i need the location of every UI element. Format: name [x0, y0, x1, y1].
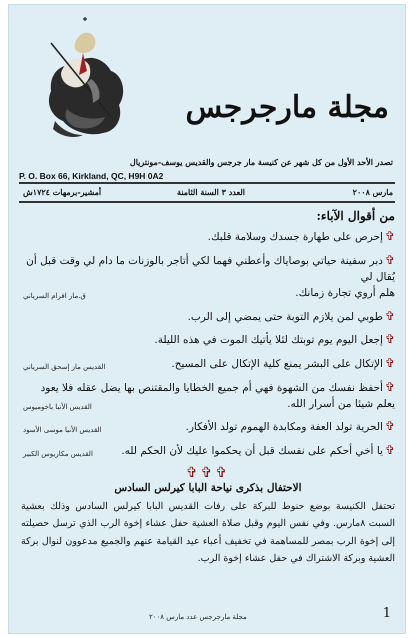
cross-icon: ✞	[384, 419, 395, 434]
saying-text: أحفظ نفسك من الشهوة فهي أم جميع الخطايا والمقتنص بها يضل عقله فلا يعود	[40, 381, 383, 394]
saying-item	[21, 307, 395, 326]
issue-bar	[19, 185, 395, 199]
saying-item	[21, 330, 395, 349]
saying-item	[21, 378, 395, 413]
saying-text: إحرص على طهارة جسدك وسلامة قلبك.	[207, 231, 383, 243]
masthead-subtitle: تصدر الأحد الأول من كل شهر عن كنيسة مار جرجس والقديس يوسف-مونتريال	[129, 157, 393, 167]
footer-text: مجلة مارجرجس عدد مارس ۲۰۰۸	[149, 613, 247, 621]
saying-item	[21, 417, 395, 436]
saying-text: الحرية تولد العفة ومكابدة الهموم تولد الأفكار.	[185, 421, 383, 434]
postal-address: P. O. Box 66, Kirkland, QC, H9H 0A2	[19, 171, 164, 181]
saying-text: إجعل اليوم يوم توبتك لئلا يأتيك الموت في هذه الليلة.	[154, 334, 383, 347]
magazine-title: مجلة مارجرجس	[185, 90, 389, 125]
saying-attribution: القديس مار إسحق السرياني	[23, 362, 106, 371]
sayings-list	[21, 227, 395, 460]
saying-continuation: هلم أروي تجارة زمانك.	[295, 287, 395, 300]
issue-date: مارس ۲۰۰۸	[352, 187, 393, 197]
saying-item	[21, 354, 395, 373]
cross-icon: ✞✞✞	[185, 464, 231, 481]
cross-icon: ✞	[384, 355, 395, 370]
saying-item	[21, 251, 395, 302]
magazine-page	[8, 4, 406, 634]
saying-item	[21, 227, 395, 246]
announcement-title: الاحتفال بذكرى نياحة البابا كيرلس السادس	[114, 481, 302, 494]
cross-icon: ✞	[384, 442, 395, 457]
cross-icon: ✞	[384, 379, 395, 394]
saying-attribution: القديس مكاريوس الكبير	[23, 449, 93, 458]
issue-number: العدد ۳ السنة الثامنة	[177, 187, 245, 197]
st-george-logo	[31, 13, 131, 143]
saying-text: الإتكال على البشر يمنع كلية الإتكال على المسيح.	[171, 357, 383, 370]
divider	[19, 201, 395, 203]
cross-icon: ✞	[384, 308, 395, 323]
saying-text: يا أخي أحكم على نفسك قبل أن يحكموا عليك لأن الحكم لله.	[121, 444, 383, 457]
saying-text: دبر سفينة حياتي بوصاياك وأعطني فهما لكي أتاجر بالوزنات ما دام لي وقت قبل أن يُقال لي	[26, 254, 395, 284]
cross-icon: ✞	[384, 229, 395, 243]
cross-icon: ✞	[384, 252, 395, 267]
page-number: 1	[382, 606, 391, 621]
divider	[19, 182, 395, 184]
saying-item	[21, 441, 395, 460]
saying-attribution: ق.مار افرام السرياني	[23, 291, 86, 300]
saying-attribution: القديس الأنبا باخوميوس	[23, 402, 92, 411]
coptic-date: أمشير-برمهات ١٧٢٤ش	[23, 187, 102, 197]
cross-icon: ✞	[384, 332, 395, 347]
saying-continuation: يعلم شيئا من أسرار الله.	[287, 398, 395, 411]
announcement-text: تحتفل الكنيسة بوضع حنوط للبركة على رفات القديس البابا كيرلس السادس وذلك بعشية السبت ٨مارس. وفي نفس اليوم وقبل صلاة العشية حفل عشاء إخوة الرب الذي ترسل حصيلته إلى إخوة الرب بمصر للمساهمة في تخفيف أعباء عيد القيامة عنهم والجميع مدعوون لنوال بركة العشية وبركة الاشتراك في حفل عشاء إخوة الرب.	[21, 500, 395, 565]
saying-text: طوبي لمن يلازم التوبة حتى يمضي إلى الرب.	[187, 310, 383, 323]
section-heading: من أقوال الآباء:	[316, 209, 395, 223]
saying-attribution: القديس الأنبا موسى الأسود	[23, 426, 102, 435]
article-body	[21, 209, 395, 568]
